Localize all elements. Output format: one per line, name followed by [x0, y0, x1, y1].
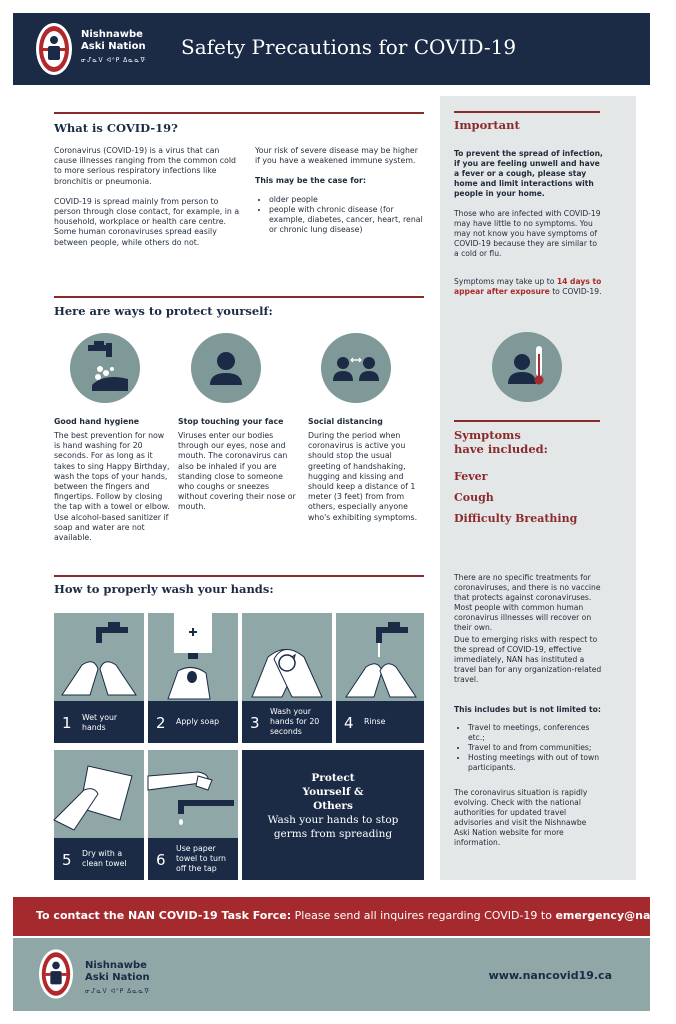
- section-divider: [54, 575, 424, 577]
- contact-banner: [13, 897, 676, 936]
- protect-heading-3: Social distancing: [308, 417, 383, 426]
- symptom-item: Fever: [454, 470, 488, 483]
- protect-yourself-text: Wash your hands to stop germs from spreading: [267, 814, 399, 840]
- two-people-icon: [321, 333, 391, 403]
- step-number: 6: [156, 851, 166, 869]
- important-warning: To prevent the spread of infection, if you are feeling unwell and have a fever or a cough, please stay home and limit interactions with people in your home.: [454, 149, 603, 198]
- header-org-syllabics: ᓂᔑᓇᐯ ᐊᐢᑭ ᐃᓇᓇᐍ: [81, 57, 147, 64]
- symptom-item: Difficulty Breathing: [454, 512, 578, 525]
- step-label: Apply soap: [176, 717, 220, 726]
- what-col1-p2: COVID-19 is spread mainly from person to person through close contact, for example, in a household, workplace or health care centre. Some human coronaviruses spread easily between people, while others do not.: [54, 196, 240, 247]
- page-title: Safety Precautions for COVID-19: [181, 35, 517, 59]
- step-label: Rinse: [364, 717, 386, 726]
- towel-icon: [54, 750, 144, 838]
- header-org-name: Nishnawbe Aski Nation ᓂᔑᓇᐯ ᐊᐢᑭ ᐃᓇᓇᐍ: [81, 29, 146, 67]
- wash-step-5: [54, 750, 144, 880]
- nan-logo-icon: [38, 948, 74, 1000]
- soap-dispenser-icon: [148, 613, 238, 701]
- wash-step-2: [148, 613, 238, 743]
- symptoms-title-1: Symptoms: [454, 428, 521, 442]
- person-icon: [191, 333, 261, 403]
- list-item: • older people: [269, 195, 425, 205]
- wash-step-bar: [148, 701, 238, 743]
- wash-step-bar: [54, 701, 144, 743]
- wash-title: How to properly wash your hands:: [54, 582, 274, 596]
- protect-text-3: During the period when coronavirus is active you should stop the usual greeting of handshaking, hugging and kissing and should keep a distance of 1 meter (3 feet) from from others, especially anyone who's exhibiting symptoms.: [308, 431, 418, 522]
- step-number: 2: [156, 714, 166, 732]
- what-col2: [255, 146, 425, 235]
- contact-email-link[interactable]: emergency@nan.ca: [555, 909, 676, 922]
- wash-step-bar: [336, 701, 424, 743]
- footer: [13, 938, 650, 1011]
- list-item: • Hosting meetings with out of town participants.: [468, 753, 604, 773]
- list-item: • people with chronic disease (for example, diabetes, cancer, heart, renal or chronic lung disease): [269, 205, 425, 236]
- what-col1-p1: Coronavirus (COVID-19) is a virus that can cause illnesses ranging from the common cold to more serious respiratory infections like bronchitis or pneumonia.: [54, 146, 236, 186]
- wash-step-3: [242, 613, 332, 743]
- wash-step-bar: [54, 838, 144, 880]
- sidebar-p2: Symptoms may take up to 14 days to appear after exposure to COVID-19.: [454, 277, 602, 296]
- step-label: Wet your hands: [82, 713, 118, 732]
- footer-website-link[interactable]: www.nancovid19.ca: [488, 969, 612, 982]
- list-item: • Travel to meetings, conferences etc.;: [468, 723, 604, 743]
- wash-step-1: [54, 613, 144, 743]
- wash-step-4: [336, 613, 424, 743]
- sidebar-p3: There are no specific treatments for coronaviruses, and there is no vaccine that protects against coronaviruses. Most people with common human coronavirus illnesses will recover on their own.: [454, 573, 601, 632]
- important-title: Important: [454, 118, 520, 132]
- wash-step-6: [148, 750, 238, 880]
- list-item: • Travel to and from communities;: [468, 743, 604, 753]
- footer-org-name: Nishnawbe Aski Nation ᓂᔑᓇᐯ ᐊᐢᑭ ᐃᓇᓇᐍ: [85, 960, 150, 998]
- scrubbing-hands-icon: [242, 613, 332, 701]
- rinse-hands-icon: [336, 613, 424, 701]
- paper-towel-tap-icon: [148, 750, 238, 838]
- contact-text: Please send all inquires regarding COVID-19 to: [291, 909, 556, 922]
- protect-heading-1: Good hand hygiene: [54, 417, 140, 426]
- step-number: 3: [250, 714, 260, 732]
- wash-step-bar: [148, 838, 238, 880]
- handwashing-icon: [70, 333, 140, 403]
- sidebar-divider: [454, 111, 600, 113]
- sidebar-p4: Due to emerging risks with respect to the spread of COVID-19, effective immediately, NAN has instituted a travel ban for any organization-related travel.: [454, 635, 602, 684]
- step-number: 5: [62, 851, 72, 869]
- step-label: Use paper towel to turn off the tap: [176, 844, 226, 873]
- person-thermometer-icon: [492, 332, 562, 402]
- sidebar-p6: The coronavirus situation is rapidly evolving. Check with the national authorities for updated travel advisories and visit the Nishnawbe Aski Nation website for more information.: [454, 788, 588, 847]
- wash-step-bar: [242, 701, 332, 743]
- protect-text-2: Viruses enter our bodies through our eyes, nose and mouth. The coronavirus can also be inhaled if you are standing close to someone who coughs or sneezes without covering their nose or mouth.: [178, 431, 296, 512]
- sidebar-divider: [454, 420, 600, 422]
- header-banner: [13, 13, 650, 85]
- section-divider: [54, 296, 424, 298]
- protect-yourself-box: [242, 750, 424, 880]
- what-title: What is COVID-19?: [54, 121, 178, 135]
- step-number: 1: [62, 714, 72, 732]
- step-label: Dry with a clean towel: [82, 849, 127, 868]
- what-col2-lead: This may be the case for:: [255, 176, 366, 186]
- sidebar-p5-lead: This includes but is not limited to:: [454, 705, 601, 714]
- symptom-item: Cough: [454, 491, 494, 504]
- tap-hands-icon: [54, 613, 144, 701]
- step-label: Wash your hands for 20 seconds: [270, 707, 320, 736]
- protect-text-1: The best prevention for now is hand washing for 20 seconds. For as long as it takes to sing Happy Birthday, wash the tops of your hands, between the fingers and fingertips. Follow by closing the tap with a towel or elbow. Use alcohol-based sanitizer if soap and water are not available.: [54, 431, 170, 543]
- section-divider: [54, 112, 424, 114]
- protect-title: Here are ways to protect yourself:: [54, 304, 273, 318]
- what-col2-p1: Your risk of severe disease may be higher if you have a weakened immune system.: [255, 146, 418, 166]
- nan-logo-icon: [35, 22, 73, 76]
- symptoms-title-2: have included:: [454, 442, 548, 456]
- protect-yourself-title: Protect Yourself & Others: [302, 772, 364, 812]
- footer-org-syllabics: ᓂᔑᓇᐯ ᐊᐢᑭ ᐃᓇᓇᐍ: [85, 988, 151, 995]
- sidebar-p1: Those who are infected with COVID-19 may have little to no symptoms. You may not know you have symptoms of COVID-19 because they are similar to a cold or flu.: [454, 209, 601, 258]
- contact-lead: To contact the NAN COVID-19 Task Force:: [36, 909, 292, 922]
- sidebar-panel: [440, 96, 636, 880]
- step-number: 4: [344, 714, 354, 732]
- protect-heading-2: Stop touching your face: [178, 417, 284, 426]
- what-col1: [54, 146, 242, 248]
